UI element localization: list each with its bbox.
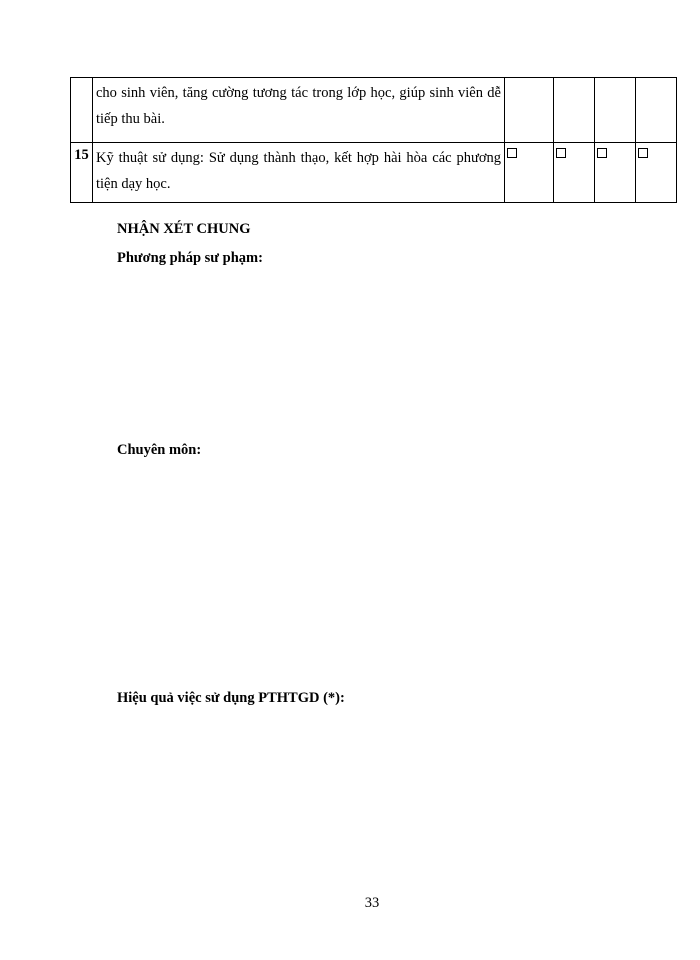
row-number — [71, 78, 93, 143]
row-description — [93, 143, 505, 203]
row-description — [93, 78, 505, 143]
expertise-heading: Chuyên môn: — [117, 442, 202, 458]
rating-cell-4 — [636, 78, 677, 143]
effectiveness-heading: Hiệu quả việc sử dụng PTHTGD (*): — [117, 690, 345, 706]
row-description-text: Kỹ thuật sử dụng: Sử dụng thành thạo, kết hợp hài hòa các phương tiện dạy học. — [96, 150, 501, 192]
pedagogy-heading: Phương pháp sư phạm: — [117, 250, 263, 266]
checkbox-rating-3[interactable] — [597, 148, 607, 158]
general-comments-heading: NHẬN XÉT CHUNG — [117, 221, 251, 237]
rating-cell-3 — [595, 78, 636, 143]
evaluation-table — [70, 77, 677, 203]
rating-cell-2 — [554, 143, 595, 203]
rating-cell-4 — [636, 143, 677, 203]
page-number: 33 — [364, 895, 380, 911]
rating-cell-1 — [505, 143, 554, 203]
rating-cell-1 — [505, 78, 554, 143]
checkbox-rating-2[interactable] — [556, 148, 566, 158]
rating-cell-3 — [595, 143, 636, 203]
rating-cell-2 — [554, 78, 595, 143]
checkbox-rating-1[interactable] — [507, 148, 517, 158]
checkbox-rating-4[interactable] — [638, 148, 648, 158]
table-row — [71, 78, 677, 143]
row-description-text: cho sinh viên, tăng cường tương tác trong lớp học, giúp sinh viên dễ tiếp thu bài. — [96, 85, 501, 127]
row-number: 15 — [71, 143, 93, 203]
table-row — [71, 143, 677, 203]
